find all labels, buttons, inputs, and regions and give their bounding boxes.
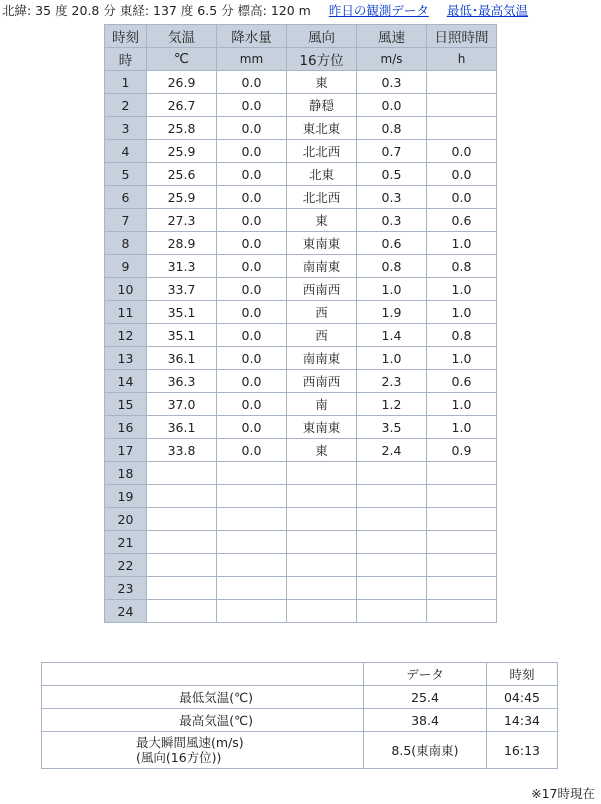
wind-speed-cell: 0.3 bbox=[357, 71, 427, 94]
sunshine-duration-cell bbox=[427, 462, 497, 485]
station-coordinates: 北緯: 35 度 20.8 分 東経: 137 度 6.5 分 標高: 120 m bbox=[2, 3, 311, 18]
summary-header-data: データ bbox=[364, 663, 487, 686]
wind-direction-cell: 東南東 bbox=[287, 416, 357, 439]
hour-cell: 22 bbox=[105, 554, 147, 577]
temperature-cell: 25.9 bbox=[147, 140, 217, 163]
hour-cell: 15 bbox=[105, 393, 147, 416]
precipitation-cell: 0.0 bbox=[217, 163, 287, 186]
wind-speed-cell bbox=[357, 485, 427, 508]
precipitation-cell: 0.0 bbox=[217, 439, 287, 462]
temperature-cell: 25.8 bbox=[147, 117, 217, 140]
hour-cell: 2 bbox=[105, 94, 147, 117]
precipitation-cell bbox=[217, 508, 287, 531]
temperature-cell: 33.8 bbox=[147, 439, 217, 462]
wind-direction-cell bbox=[287, 554, 357, 577]
wind-direction-cell: 西 bbox=[287, 301, 357, 324]
unit-wind-speed: m/s bbox=[357, 48, 427, 71]
wind-speed-cell bbox=[357, 508, 427, 531]
wind-speed-cell: 2.3 bbox=[357, 370, 427, 393]
hour-cell: 16 bbox=[105, 416, 147, 439]
precipitation-cell: 0.0 bbox=[217, 186, 287, 209]
precipitation-cell bbox=[217, 462, 287, 485]
min-max-temp-link[interactable]: 最低･最高気温 bbox=[446, 3, 529, 18]
hour-cell: 3 bbox=[105, 117, 147, 140]
hour-cell: 4 bbox=[105, 140, 147, 163]
header-temperature: 気温 bbox=[147, 25, 217, 48]
table-row bbox=[105, 416, 497, 439]
wind-direction-cell: 東南東 bbox=[287, 232, 357, 255]
wind-speed-cell: 0.8 bbox=[357, 255, 427, 278]
header-time: 時刻 bbox=[105, 25, 147, 48]
sunshine-duration-cell: 0.8 bbox=[427, 324, 497, 347]
table-row bbox=[105, 485, 497, 508]
temperature-cell bbox=[147, 531, 217, 554]
summary-value: 8.5(東南東) bbox=[364, 732, 487, 769]
wind-direction-cell: 南 bbox=[287, 393, 357, 416]
sunshine-duration-cell bbox=[427, 577, 497, 600]
temperature-cell: 37.0 bbox=[147, 393, 217, 416]
precipitation-cell: 0.0 bbox=[217, 324, 287, 347]
sunshine-duration-cell: 0.6 bbox=[427, 370, 497, 393]
table-row bbox=[105, 393, 497, 416]
wind-direction-cell: 西南西 bbox=[287, 370, 357, 393]
sunshine-duration-cell: 1.0 bbox=[427, 301, 497, 324]
temperature-cell bbox=[147, 600, 217, 623]
summary-row bbox=[42, 686, 558, 709]
table-row bbox=[105, 186, 497, 209]
temperature-cell: 36.3 bbox=[147, 370, 217, 393]
sunshine-duration-cell: 0.0 bbox=[427, 186, 497, 209]
table-row bbox=[105, 577, 497, 600]
daily-summary-table bbox=[41, 662, 558, 769]
wind-direction-cell: 静穏 bbox=[287, 94, 357, 117]
wind-direction-cell bbox=[287, 600, 357, 623]
sunshine-duration-cell bbox=[427, 117, 497, 140]
precipitation-cell: 0.0 bbox=[217, 393, 287, 416]
summary-label: 最低気温(℃) bbox=[42, 686, 364, 709]
table-row bbox=[105, 347, 497, 370]
precipitation-cell bbox=[217, 554, 287, 577]
hour-cell: 13 bbox=[105, 347, 147, 370]
wind-direction-cell: 南南東 bbox=[287, 255, 357, 278]
sunshine-duration-cell: 0.6 bbox=[427, 209, 497, 232]
temperature-cell: 35.1 bbox=[147, 324, 217, 347]
unit-time: 時 bbox=[105, 48, 147, 71]
precipitation-cell: 0.0 bbox=[217, 209, 287, 232]
header-wind-direction: 風向 bbox=[287, 25, 357, 48]
wind-direction-cell: 西 bbox=[287, 324, 357, 347]
precipitation-cell: 0.0 bbox=[217, 140, 287, 163]
header-precipitation: 降水量 bbox=[217, 25, 287, 48]
sunshine-duration-cell bbox=[427, 508, 497, 531]
table-row bbox=[105, 531, 497, 554]
table-row bbox=[105, 554, 497, 577]
precipitation-cell: 0.0 bbox=[217, 370, 287, 393]
sunshine-duration-cell bbox=[427, 531, 497, 554]
wind-direction-cell: 南南東 bbox=[287, 347, 357, 370]
wind-speed-cell: 0.6 bbox=[357, 232, 427, 255]
wind-direction-cell bbox=[287, 508, 357, 531]
hour-cell: 18 bbox=[105, 462, 147, 485]
unit-temperature: ℃ bbox=[147, 48, 217, 71]
table-row bbox=[105, 117, 497, 140]
hour-cell: 5 bbox=[105, 163, 147, 186]
precipitation-cell: 0.0 bbox=[217, 416, 287, 439]
sunshine-duration-cell bbox=[427, 94, 497, 117]
table-row bbox=[105, 209, 497, 232]
sunshine-duration-cell: 1.0 bbox=[427, 278, 497, 301]
wind-speed-cell: 1.0 bbox=[357, 347, 427, 370]
table-row bbox=[105, 278, 497, 301]
temperature-cell bbox=[147, 577, 217, 600]
summary-label: 最大瞬間風速(m/s) (風向(16方位)) bbox=[42, 732, 364, 769]
wind-direction-cell: 東 bbox=[287, 439, 357, 462]
hourly-observation-table bbox=[104, 24, 497, 623]
table-row bbox=[105, 324, 497, 347]
summary-value: 38.4 bbox=[364, 709, 487, 732]
table-row bbox=[105, 232, 497, 255]
sunshine-duration-cell bbox=[427, 600, 497, 623]
wind-direction-cell bbox=[287, 485, 357, 508]
temperature-cell: 31.3 bbox=[147, 255, 217, 278]
wind-direction-cell: 東北東 bbox=[287, 117, 357, 140]
header-sunshine-duration: 日照時間 bbox=[427, 25, 497, 48]
unit-precipitation: mm bbox=[217, 48, 287, 71]
temperature-cell: 28.9 bbox=[147, 232, 217, 255]
wind-direction-cell bbox=[287, 462, 357, 485]
table-row bbox=[105, 600, 497, 623]
sunshine-duration-cell: 0.9 bbox=[427, 439, 497, 462]
hour-cell: 12 bbox=[105, 324, 147, 347]
hour-cell: 24 bbox=[105, 600, 147, 623]
table-row bbox=[105, 71, 497, 94]
summary-value: 25.4 bbox=[364, 686, 487, 709]
wind-speed-cell: 0.8 bbox=[357, 117, 427, 140]
temperature-cell: 26.9 bbox=[147, 71, 217, 94]
wind-direction-cell: 西南西 bbox=[287, 278, 357, 301]
wind-speed-cell: 0.3 bbox=[357, 209, 427, 232]
temperature-cell: 35.1 bbox=[147, 301, 217, 324]
wind-speed-cell bbox=[357, 577, 427, 600]
sunshine-duration-cell: 1.0 bbox=[427, 232, 497, 255]
precipitation-cell: 0.0 bbox=[217, 71, 287, 94]
yesterday-data-link[interactable]: 昨日の観測データ bbox=[328, 3, 429, 18]
hour-cell: 14 bbox=[105, 370, 147, 393]
table-row bbox=[105, 255, 497, 278]
wind-speed-cell: 0.7 bbox=[357, 140, 427, 163]
hour-cell: 10 bbox=[105, 278, 147, 301]
summary-row bbox=[42, 732, 558, 769]
temperature-cell: 25.6 bbox=[147, 163, 217, 186]
hour-cell: 21 bbox=[105, 531, 147, 554]
sunshine-duration-cell: 0.0 bbox=[427, 140, 497, 163]
sunshine-duration-cell bbox=[427, 554, 497, 577]
precipitation-cell: 0.0 bbox=[217, 347, 287, 370]
wind-speed-cell: 2.4 bbox=[357, 439, 427, 462]
sunshine-duration-cell: 1.0 bbox=[427, 393, 497, 416]
wind-speed-cell bbox=[357, 531, 427, 554]
hour-cell: 1 bbox=[105, 71, 147, 94]
hour-cell: 11 bbox=[105, 301, 147, 324]
summary-header-time: 時刻 bbox=[487, 663, 558, 686]
precipitation-cell: 0.0 bbox=[217, 255, 287, 278]
column-header-row bbox=[105, 25, 497, 48]
summary-label: 最高気温(℃) bbox=[42, 709, 364, 732]
sunshine-duration-cell: 0.8 bbox=[427, 255, 497, 278]
sunshine-duration-cell bbox=[427, 485, 497, 508]
precipitation-cell: 0.0 bbox=[217, 94, 287, 117]
unit-sunshine-duration: h bbox=[427, 48, 497, 71]
wind-speed-cell bbox=[357, 462, 427, 485]
table-row bbox=[105, 94, 497, 117]
hour-cell: 19 bbox=[105, 485, 147, 508]
unit-wind-direction: 16方位 bbox=[287, 48, 357, 71]
hour-cell: 8 bbox=[105, 232, 147, 255]
precipitation-cell: 0.0 bbox=[217, 301, 287, 324]
summary-header-row bbox=[42, 663, 558, 686]
precipitation-cell bbox=[217, 577, 287, 600]
hour-cell: 9 bbox=[105, 255, 147, 278]
wind-speed-cell: 1.4 bbox=[357, 324, 427, 347]
wind-speed-cell bbox=[357, 600, 427, 623]
sunshine-duration-cell: 1.0 bbox=[427, 416, 497, 439]
precipitation-cell bbox=[217, 600, 287, 623]
temperature-cell bbox=[147, 508, 217, 531]
temperature-cell: 26.7 bbox=[147, 94, 217, 117]
wind-speed-cell: 1.2 bbox=[357, 393, 427, 416]
wind-speed-cell: 0.3 bbox=[357, 186, 427, 209]
sunshine-duration-cell: 0.0 bbox=[427, 163, 497, 186]
wind-speed-cell: 1.9 bbox=[357, 301, 427, 324]
summary-row bbox=[42, 709, 558, 732]
precipitation-cell: 0.0 bbox=[217, 117, 287, 140]
table-row bbox=[105, 163, 497, 186]
unit-row bbox=[105, 48, 497, 71]
table-row bbox=[105, 140, 497, 163]
wind-speed-cell: 0.5 bbox=[357, 163, 427, 186]
wind-speed-cell: 0.0 bbox=[357, 94, 427, 117]
table-row bbox=[105, 508, 497, 531]
hour-cell: 6 bbox=[105, 186, 147, 209]
wind-speed-cell bbox=[357, 554, 427, 577]
station-info-bar bbox=[2, 2, 528, 20]
hour-cell: 7 bbox=[105, 209, 147, 232]
wind-direction-cell: 東 bbox=[287, 209, 357, 232]
table-row bbox=[105, 370, 497, 393]
sunshine-duration-cell bbox=[427, 71, 497, 94]
summary-blank-header bbox=[42, 663, 364, 686]
summary-time: 04:45 bbox=[487, 686, 558, 709]
summary-time: 14:34 bbox=[487, 709, 558, 732]
wind-speed-cell: 1.0 bbox=[357, 278, 427, 301]
summary-time: 16:13 bbox=[487, 732, 558, 769]
wind-direction-cell bbox=[287, 531, 357, 554]
table-row bbox=[105, 462, 497, 485]
temperature-cell bbox=[147, 485, 217, 508]
hour-cell: 17 bbox=[105, 439, 147, 462]
temperature-cell: 25.9 bbox=[147, 186, 217, 209]
wind-direction-cell: 北北西 bbox=[287, 186, 357, 209]
wind-direction-cell: 東 bbox=[287, 71, 357, 94]
wind-direction-cell: 北北西 bbox=[287, 140, 357, 163]
wind-direction-cell bbox=[287, 577, 357, 600]
sunshine-duration-cell: 1.0 bbox=[427, 347, 497, 370]
temperature-cell bbox=[147, 462, 217, 485]
wind-direction-cell: 北東 bbox=[287, 163, 357, 186]
precipitation-cell bbox=[217, 531, 287, 554]
hour-cell: 20 bbox=[105, 508, 147, 531]
temperature-cell bbox=[147, 554, 217, 577]
current-time-note: ※17時現在 bbox=[531, 786, 595, 801]
table-row bbox=[105, 301, 497, 324]
temperature-cell: 36.1 bbox=[147, 416, 217, 439]
wind-speed-cell: 3.5 bbox=[357, 416, 427, 439]
precipitation-cell bbox=[217, 485, 287, 508]
hour-cell: 23 bbox=[105, 577, 147, 600]
temperature-cell: 27.3 bbox=[147, 209, 217, 232]
temperature-cell: 33.7 bbox=[147, 278, 217, 301]
table-row bbox=[105, 439, 497, 462]
precipitation-cell: 0.0 bbox=[217, 232, 287, 255]
header-wind-speed: 風速 bbox=[357, 25, 427, 48]
temperature-cell: 36.1 bbox=[147, 347, 217, 370]
precipitation-cell: 0.0 bbox=[217, 278, 287, 301]
